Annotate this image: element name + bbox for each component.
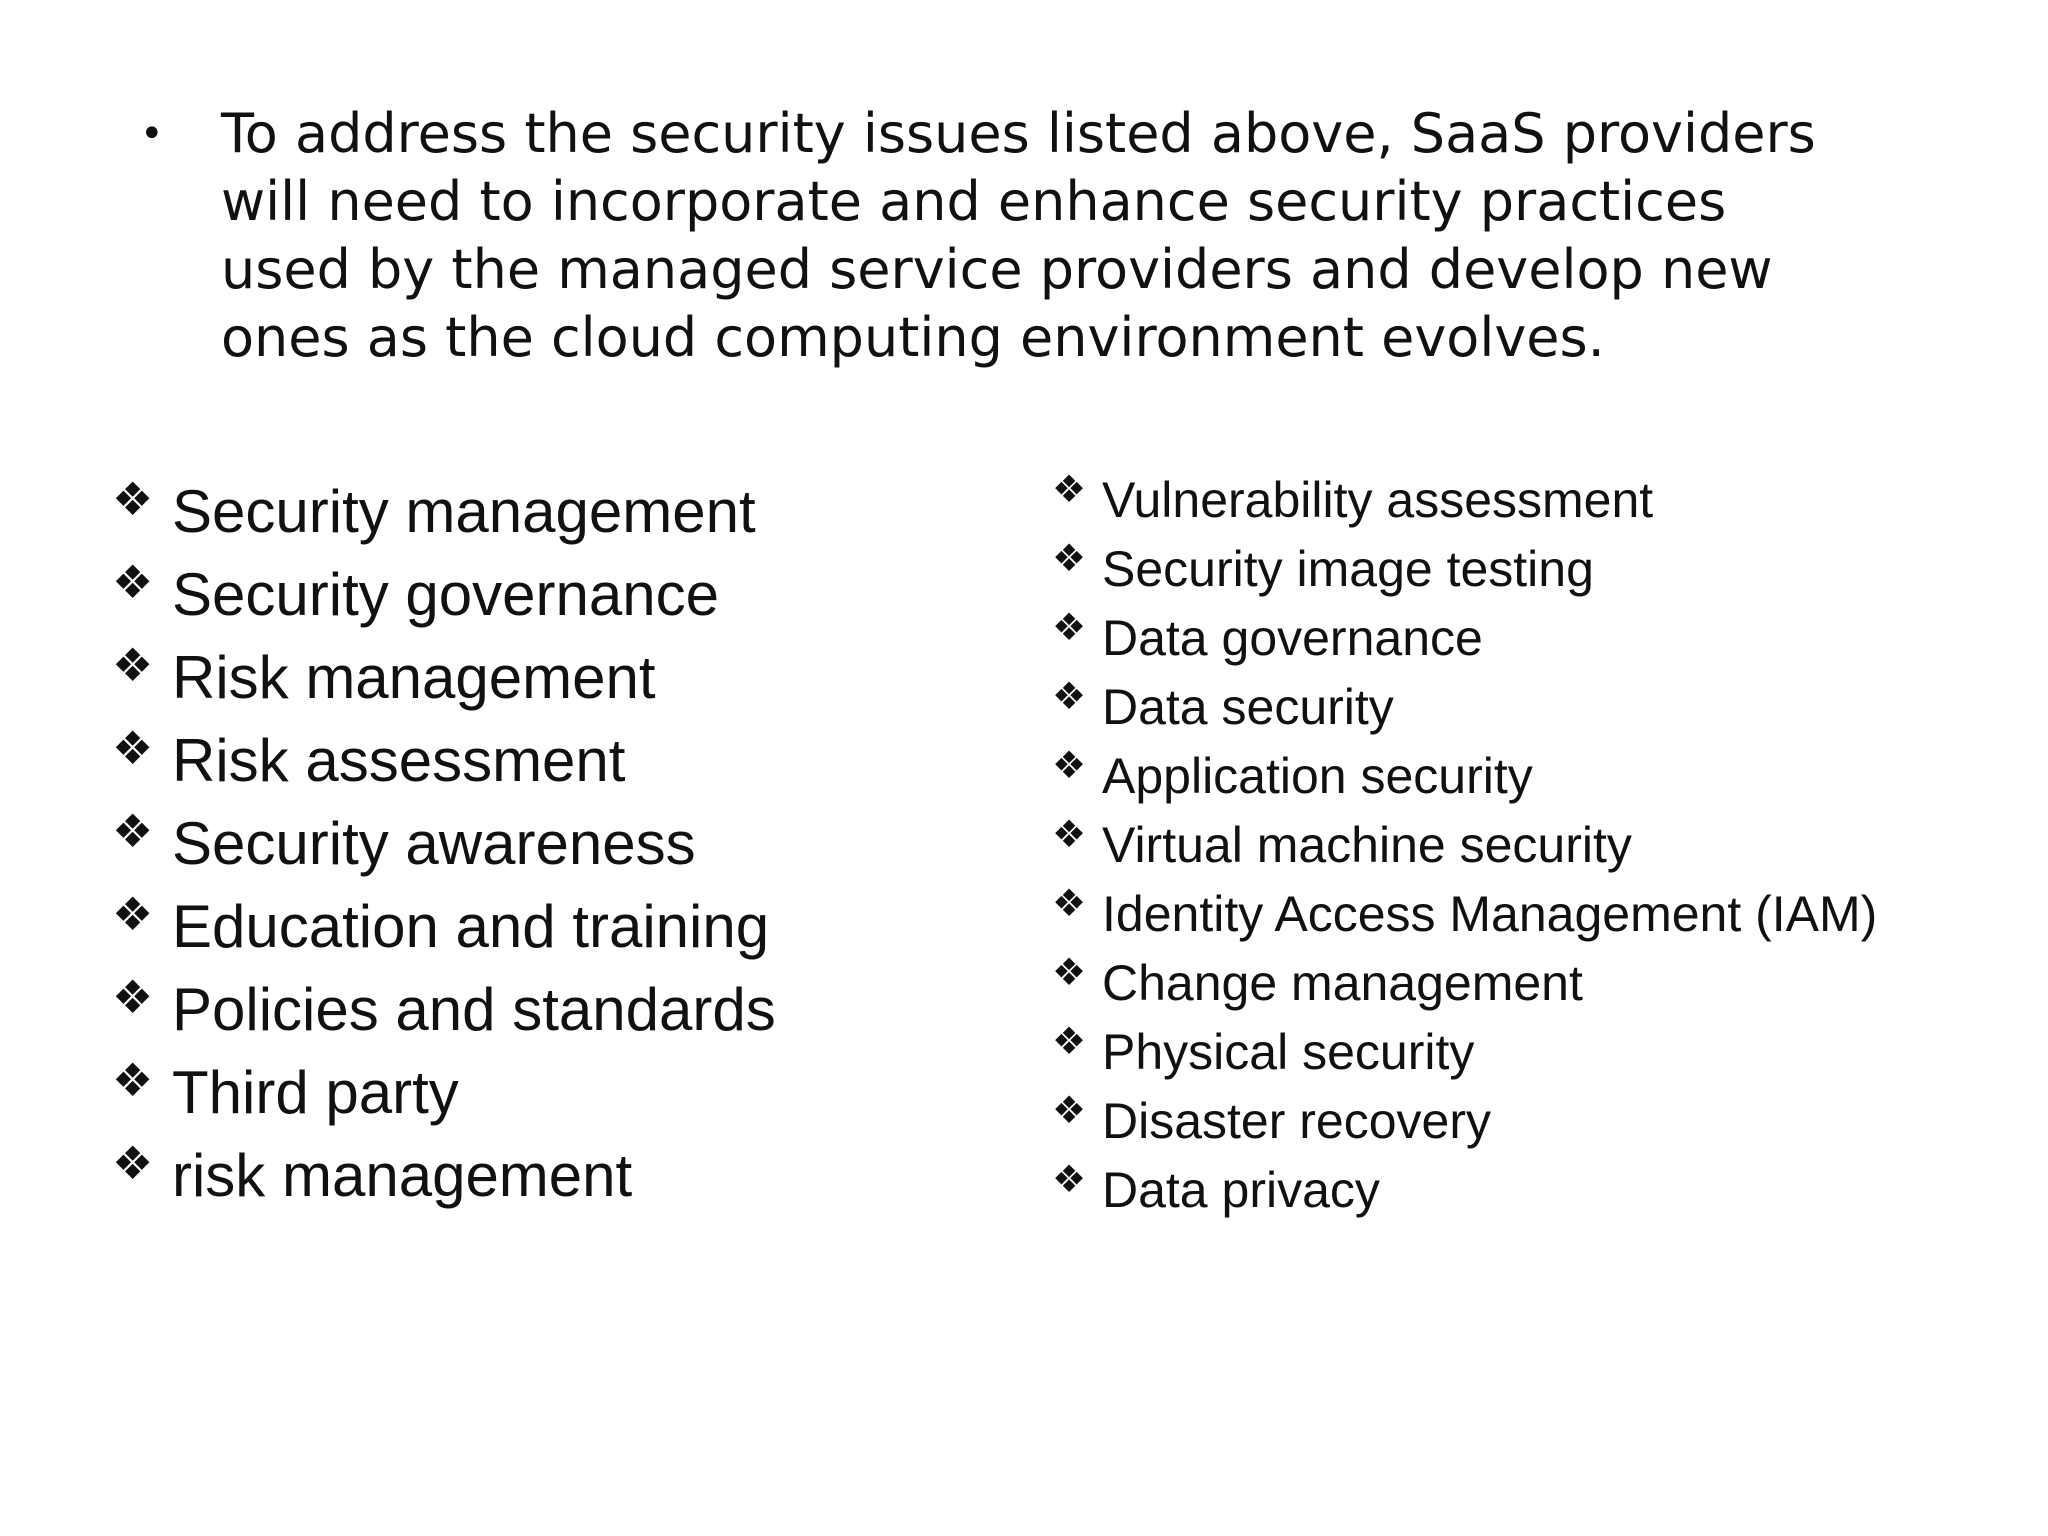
list-item bbox=[1052, 466, 1877, 535]
diamond-bullet-icon: ❖ bbox=[112, 473, 154, 525]
list-item bbox=[1052, 811, 1877, 880]
diamond-bullet-icon: ❖ bbox=[112, 1054, 154, 1106]
list-item-label: Data governance bbox=[1102, 610, 1483, 666]
list-item bbox=[1052, 1087, 1877, 1156]
diamond-bullet-icon: ❖ bbox=[1052, 883, 1087, 925]
list-item bbox=[112, 1051, 776, 1134]
diamond-bullet-icon: ❖ bbox=[1052, 676, 1087, 718]
list-item bbox=[112, 802, 776, 885]
list-item bbox=[112, 719, 776, 802]
list-item bbox=[1052, 1018, 1877, 1087]
list-item bbox=[1052, 880, 1877, 949]
list-item-label: Physical security bbox=[1102, 1024, 1475, 1080]
list-item-label: risk management bbox=[172, 1142, 633, 1209]
list-item-label: Data security bbox=[1102, 679, 1394, 735]
diamond-bullet-icon: ❖ bbox=[112, 805, 154, 857]
diamond-bullet-icon: ❖ bbox=[1052, 745, 1087, 787]
list-item-label: Security management bbox=[172, 478, 756, 545]
list-item-label: Vulnerability assessment bbox=[1102, 472, 1654, 528]
list-item bbox=[112, 968, 776, 1051]
list-item-label: Security governance bbox=[172, 561, 719, 628]
list-item-label: Identity Access Management (IAM) bbox=[1102, 886, 1878, 942]
list-item-label: Change management bbox=[1102, 955, 1583, 1011]
list-item-label: Policies and standards bbox=[172, 976, 776, 1043]
security-practices-list-left bbox=[112, 470, 776, 1217]
list-item-label: Risk assessment bbox=[172, 727, 626, 794]
list-item-label: Security image testing bbox=[1102, 541, 1594, 597]
diamond-bullet-icon: ❖ bbox=[112, 1137, 154, 1189]
list-item bbox=[1052, 742, 1877, 811]
list-item-label: Data privacy bbox=[1102, 1162, 1380, 1218]
diamond-bullet-icon: ❖ bbox=[112, 971, 154, 1023]
list-item-label: Virtual machine security bbox=[1102, 817, 1632, 873]
diamond-bullet-icon: ❖ bbox=[112, 722, 154, 774]
list-item-label: Third party bbox=[172, 1059, 459, 1126]
list-item bbox=[112, 470, 776, 553]
list-item bbox=[112, 885, 776, 968]
diamond-bullet-icon: ❖ bbox=[1052, 607, 1087, 649]
list-item bbox=[1052, 604, 1877, 673]
list-item bbox=[112, 636, 776, 719]
intro-paragraph bbox=[140, 100, 1980, 372]
diamond-bullet-icon: ❖ bbox=[1052, 814, 1087, 856]
list-item-label: Education and training bbox=[172, 893, 770, 960]
list-item bbox=[112, 1134, 776, 1217]
diamond-bullet-icon: ❖ bbox=[112, 888, 154, 940]
diamond-bullet-icon: ❖ bbox=[1052, 469, 1087, 511]
diamond-bullet-icon: ❖ bbox=[1052, 1090, 1087, 1132]
list-item bbox=[1052, 1156, 1877, 1225]
diamond-bullet-icon: ❖ bbox=[1052, 538, 1087, 580]
intro-text: To address the security issues listed above, SaaS providers will need to incorporate and enhance security practices used by the managed service providers and develop new ones as the cloud computing environment evolves. bbox=[221, 102, 1816, 369]
list-item bbox=[1052, 949, 1877, 1018]
diamond-bullet-icon: ❖ bbox=[112, 639, 154, 691]
diamond-bullet-icon: ❖ bbox=[112, 556, 154, 608]
list-item bbox=[1052, 673, 1877, 742]
list-item-label: Security awareness bbox=[172, 810, 696, 877]
security-practices-list-right bbox=[1052, 466, 1877, 1225]
diamond-bullet-icon: ❖ bbox=[1052, 952, 1087, 994]
list-item bbox=[1052, 535, 1877, 604]
list-item-label: Disaster recovery bbox=[1102, 1093, 1491, 1149]
intro-bullet-icon: • bbox=[140, 111, 164, 157]
list-item-label: Risk management bbox=[172, 644, 656, 711]
diamond-bullet-icon: ❖ bbox=[1052, 1021, 1087, 1063]
list-item-label: Application security bbox=[1102, 748, 1533, 804]
diamond-bullet-icon: ❖ bbox=[1052, 1159, 1087, 1201]
list-item bbox=[112, 553, 776, 636]
